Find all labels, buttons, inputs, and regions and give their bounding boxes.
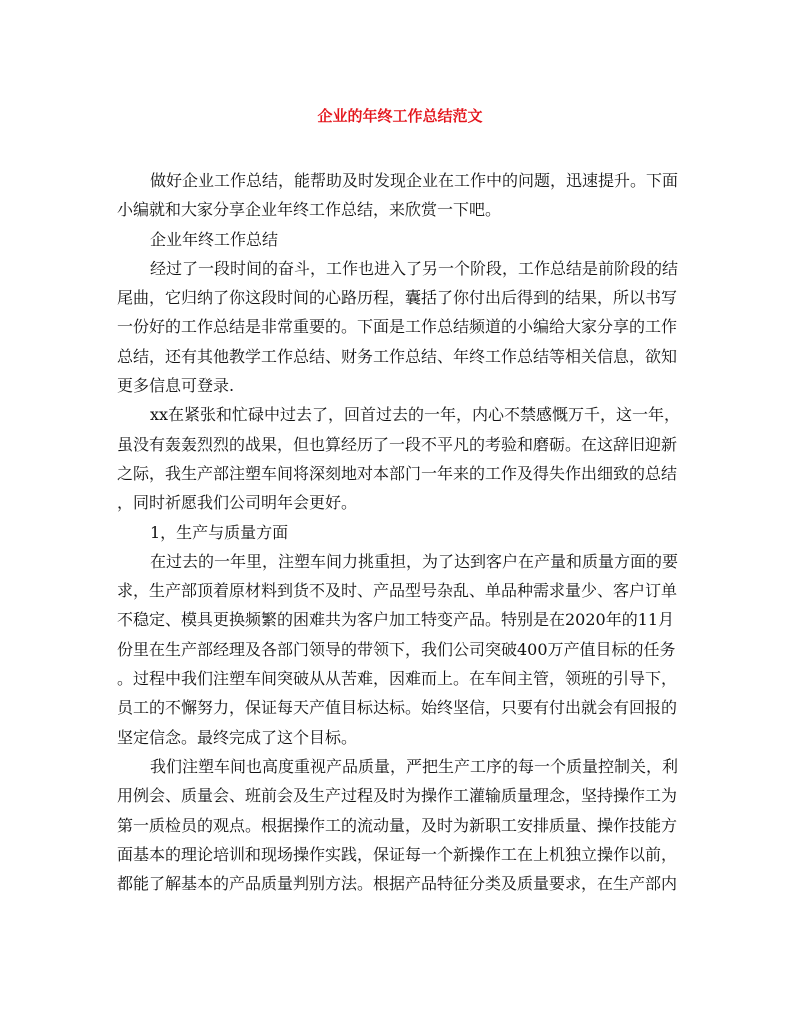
text-line: 在过去的一年里，注塑车间力挑重担，为了达到客户在产量和质量方面的要 bbox=[150, 551, 679, 571]
text-line: 小编就和大家分享企业年终工作总结，来欣赏一下吧。 bbox=[117, 200, 502, 220]
text-line: 不稳定、模具更换频繁的困难共为客户加工特变产品。特别是在2020年的11月 bbox=[117, 610, 675, 630]
text-line: 之际，我生产部注塑车间将深刻地对本部门一年来的工作及得失作出细致的总结 bbox=[117, 463, 678, 483]
text-line: 。过程中我们注塑车间突破从从苦难，因难而上。在车间主管，领班的引导下， bbox=[117, 669, 678, 689]
section-heading: 1，生产与质量方面 bbox=[150, 522, 289, 542]
text-line: 更多信息可登录. bbox=[117, 376, 235, 396]
text-line: ，同时祈愿我们公司明年会更好。 bbox=[117, 493, 358, 513]
text-line: 我们注塑车间也高度重视产品质量，严把生产工序的每一个质量控制关，利 bbox=[150, 756, 679, 776]
text-line: 尾曲，它归纳了你这段时间的心路历程，囊括了你付出后得到的结果，所以书写 bbox=[117, 288, 678, 308]
document-title: 企业的年终工作总结范文 bbox=[317, 107, 483, 125]
text-line: 员工的不懈努力，保证每天产值目标达标。始终坚信，只要有付出就会有回报的 bbox=[117, 698, 678, 718]
text-line: 总结，还有其他教学工作总结、财务工作总结、年终工作总结等相关信息，欲知 bbox=[117, 346, 678, 366]
text-line: 第一质检员的观点。根据操作工的流动量，及时为新职工安排质量、操作技能方 bbox=[117, 815, 678, 835]
text-line: 份里在生产部经理及各部门领导的带领下，我们公司突破400万产值目标的任务 bbox=[117, 639, 676, 659]
text-line: xx在紧张和忙碌中过去了，回首过去的一年，内心不禁感慨万千，这一年， bbox=[150, 405, 681, 425]
text-line: 一份好的工作总结是非常重要的。下面是工作总结频道的小编给大家分享的工作 bbox=[117, 317, 678, 337]
text-line: 经过了一段时间的奋斗，工作也进入了另一个阶段，工作总结是前阶段的结 bbox=[150, 258, 679, 278]
text-line: 坚定信念。最终完成了这个目标。 bbox=[117, 727, 358, 747]
document-body bbox=[117, 166, 681, 898]
section-heading: 企业年终工作总结 bbox=[150, 229, 279, 249]
text-line: 求，生产部顶着原材料到货不及时、产品型号杂乱、单品种需求量少、客户订单 bbox=[117, 581, 678, 601]
text-line: 都能了解基本的产品质量判别方法。根据产品特征分类及质量要求，在生产部内 bbox=[117, 874, 678, 894]
text-line: 面基本的理论培训和现场操作实践，保证每一个新操作工在上机独立操作以前， bbox=[117, 844, 678, 864]
text-line: 用例会、质量会、班前会及生产过程及时为操作工灌输质量理念，坚持操作工为 bbox=[117, 786, 678, 806]
text-line: 虽没有轰轰烈烈的战果，但也算经历了一段不平凡的考验和磨砺。在这辞旧迎新 bbox=[117, 434, 678, 454]
text-line: 做好企业工作总结，能帮助及时发现企业在工作中的问题，迅速提升。下面 bbox=[150, 171, 679, 190]
